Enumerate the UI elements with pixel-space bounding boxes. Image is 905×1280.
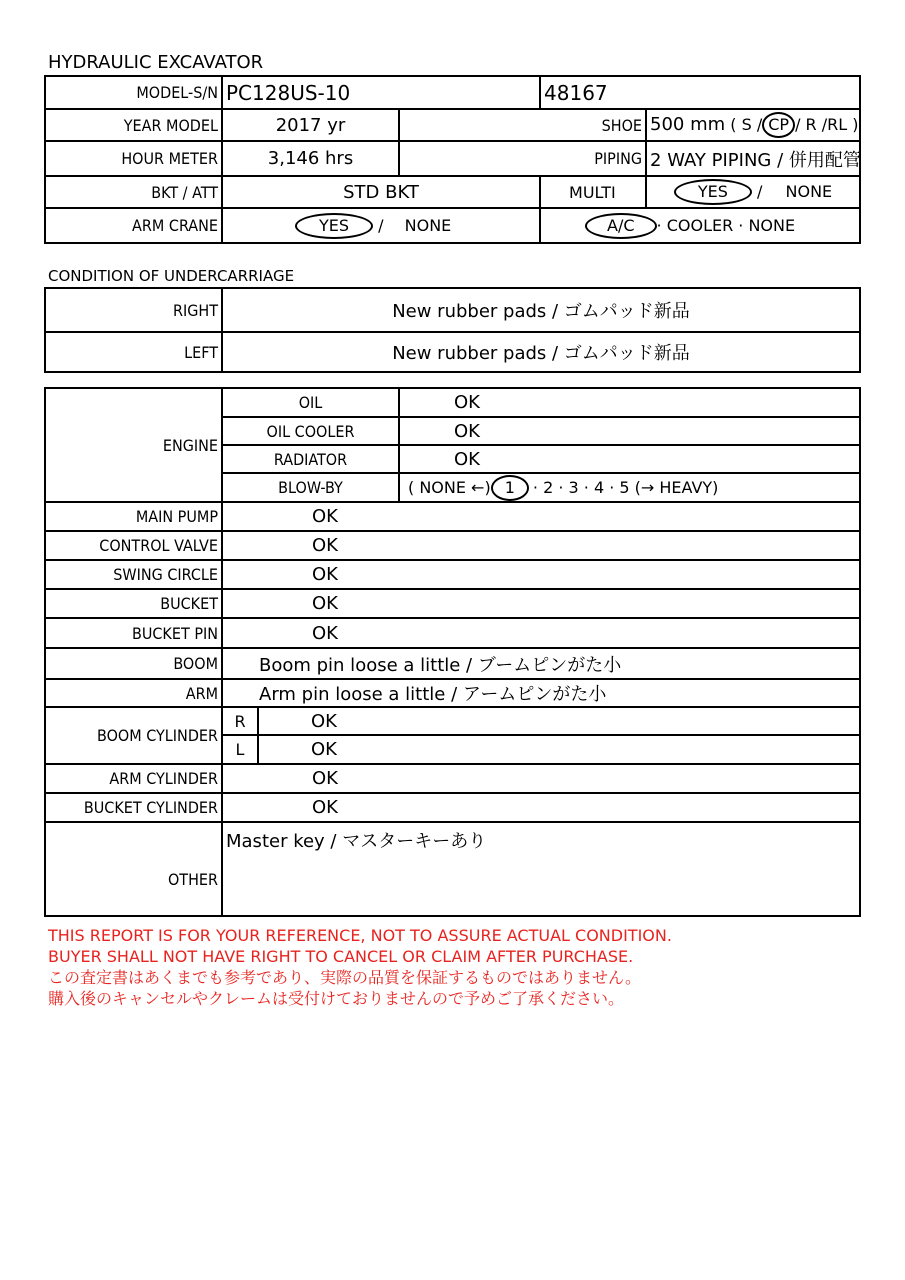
arm-crane-label: ARM CRANE [45, 208, 222, 243]
arm-value: Arm pin loose a little / アームピンがた小 [222, 679, 860, 707]
undercarriage-row-left [45, 332, 860, 372]
row-boom [45, 648, 860, 679]
multi-value [646, 176, 860, 208]
control-valve-value: OK [222, 531, 860, 560]
model-value: PC128US-10 [222, 76, 540, 109]
row-bucket-pin [45, 618, 860, 648]
arm-cyl-label: ARM CYLINDER [45, 764, 222, 793]
document-title: HYDRAULIC EXCAVATOR [48, 52, 264, 73]
spec-table [44, 75, 861, 244]
arm-crane-sep: / [378, 215, 384, 235]
blowby-suffix: · 2 · 3 · 4 · 5 (→ HEAVY) [532, 477, 719, 497]
spec-row-hour [45, 141, 860, 176]
row-boom-cyl-r [45, 707, 860, 735]
condition-table [44, 387, 861, 917]
bucket-value: OK [222, 589, 860, 618]
oil-value: OK [399, 388, 860, 417]
serial-value: 48167 [540, 76, 860, 109]
row-arm [45, 679, 860, 707]
shoe-size: 500 mm [650, 114, 726, 135]
disclaimer-notice [48, 925, 672, 1009]
blowby-value [399, 473, 860, 502]
notice-line: BUYER SHALL NOT HAVE RIGHT TO CANCEL OR CLAIM AFTER PURCHASE. [48, 947, 634, 966]
bkt-label: BKT / ATT [45, 176, 222, 208]
main-pump-label: MAIN PUMP [45, 502, 222, 531]
year-label: YEAR MODEL [45, 109, 222, 141]
left-label: LEFT [45, 332, 222, 372]
piping-value: 2 WAY PIPING / 併用配管 [646, 141, 860, 176]
spec-row-model [45, 76, 860, 109]
swing-circle-value: OK [222, 560, 860, 589]
year-value: 2017 yr [222, 109, 399, 141]
row-main-pump [45, 502, 860, 531]
hour-label: HOUR METER [45, 141, 222, 176]
arm-crane-value [222, 208, 540, 243]
bucket-pin-value: OK [222, 618, 860, 648]
notice-line: 購入後のキャンセルやクレームは受付けておりませんので予めご了承ください。 [48, 989, 625, 1008]
right-label: RIGHT [45, 288, 222, 332]
undercarriage-heading: CONDITION OF UNDERCARRIAGE [48, 267, 295, 285]
arm-cyl-value: OK [222, 764, 860, 793]
right-value: New rubber pads / ゴムパッド新品 [222, 288, 860, 332]
multi-sep: / [757, 182, 763, 201]
boom-value: Boom pin loose a little / ブームピンがた小 [222, 648, 860, 679]
arm-crane-yes-circle: YES [295, 213, 373, 239]
arm-label: ARM [45, 679, 222, 707]
spec-row-year [45, 109, 860, 141]
notice-line: THIS REPORT IS FOR YOUR REFERENCE, NOT TO ASSURE ACTUAL CONDITION. [48, 926, 672, 945]
row-bucket [45, 589, 860, 618]
hours-value: 3,146 hrs [222, 141, 399, 176]
main-pump-value: OK [222, 502, 860, 531]
swing-circle-label: SWING CIRCLE [45, 560, 222, 589]
shoe-close: / R /RL ) [795, 115, 859, 134]
shoe-open: ( S / [730, 115, 763, 134]
row-other [45, 822, 860, 916]
multi-label: MULTI [540, 176, 646, 208]
bucket-pin-label: BUCKET PIN [45, 618, 222, 648]
boom-cyl-label: BOOM CYLINDER [45, 707, 222, 764]
bucket-label: BUCKET [45, 589, 222, 618]
engine-row-oil [45, 388, 860, 417]
other-value: Master key / マスターキーあり [222, 822, 860, 916]
oil-label: OIL [222, 388, 399, 417]
radiator-label: RADIATOR [222, 445, 399, 473]
bkt-value: STD BKT [222, 176, 540, 208]
engine-label: ENGINE [45, 388, 222, 502]
row-bucket-cyl [45, 793, 860, 822]
blowby-selected-circle: 1 [491, 475, 529, 501]
undercarriage-table [44, 287, 861, 373]
spec-row-arm-crane [45, 208, 860, 243]
other-label: OTHER [45, 822, 222, 916]
boom-cyl-r-value: OK [258, 707, 860, 735]
oil-cooler-value: OK [399, 417, 860, 445]
left-value: New rubber pads / ゴムパッド新品 [222, 332, 860, 372]
boom-cyl-r-label: R [222, 707, 258, 735]
ac-value [540, 208, 860, 243]
boom-cyl-l-value: OK [258, 735, 860, 764]
arm-crane-none: NONE [404, 215, 452, 235]
ac-selected-circle: A/C [585, 213, 657, 239]
bucket-cyl-label: BUCKET CYLINDER [45, 793, 222, 822]
multi-yes-circle: YES [674, 179, 752, 205]
row-arm-cyl [45, 764, 860, 793]
notice-line: この査定書はあくまでも参考であり、実際の品質を保証するものではありません。 [48, 968, 641, 987]
ac-rest: · COOLER · NONE [656, 215, 796, 235]
radiator-value: OK [399, 445, 860, 473]
shoe-selected-circle: CP [762, 112, 795, 138]
oil-cooler-label: OIL COOLER [222, 417, 399, 445]
row-control-valve [45, 531, 860, 560]
shoe-label: SHOE [399, 109, 646, 141]
boom-label: BOOM [45, 648, 222, 679]
multi-none: NONE [785, 182, 833, 201]
blowby-prefix: ( NONE ←) [408, 477, 491, 497]
piping-label: PIPING [399, 141, 646, 176]
blowby-label: BLOW-BY [222, 473, 399, 502]
bucket-cyl-value: OK [222, 793, 860, 822]
spec-row-bkt [45, 176, 860, 208]
undercarriage-row-right [45, 288, 860, 332]
boom-cyl-l-label: L [222, 735, 258, 764]
row-swing-circle [45, 560, 860, 589]
shoe-value [646, 109, 860, 141]
control-valve-label: CONTROL VALVE [45, 531, 222, 560]
model-sn-label: MODEL-S/N [45, 76, 222, 109]
